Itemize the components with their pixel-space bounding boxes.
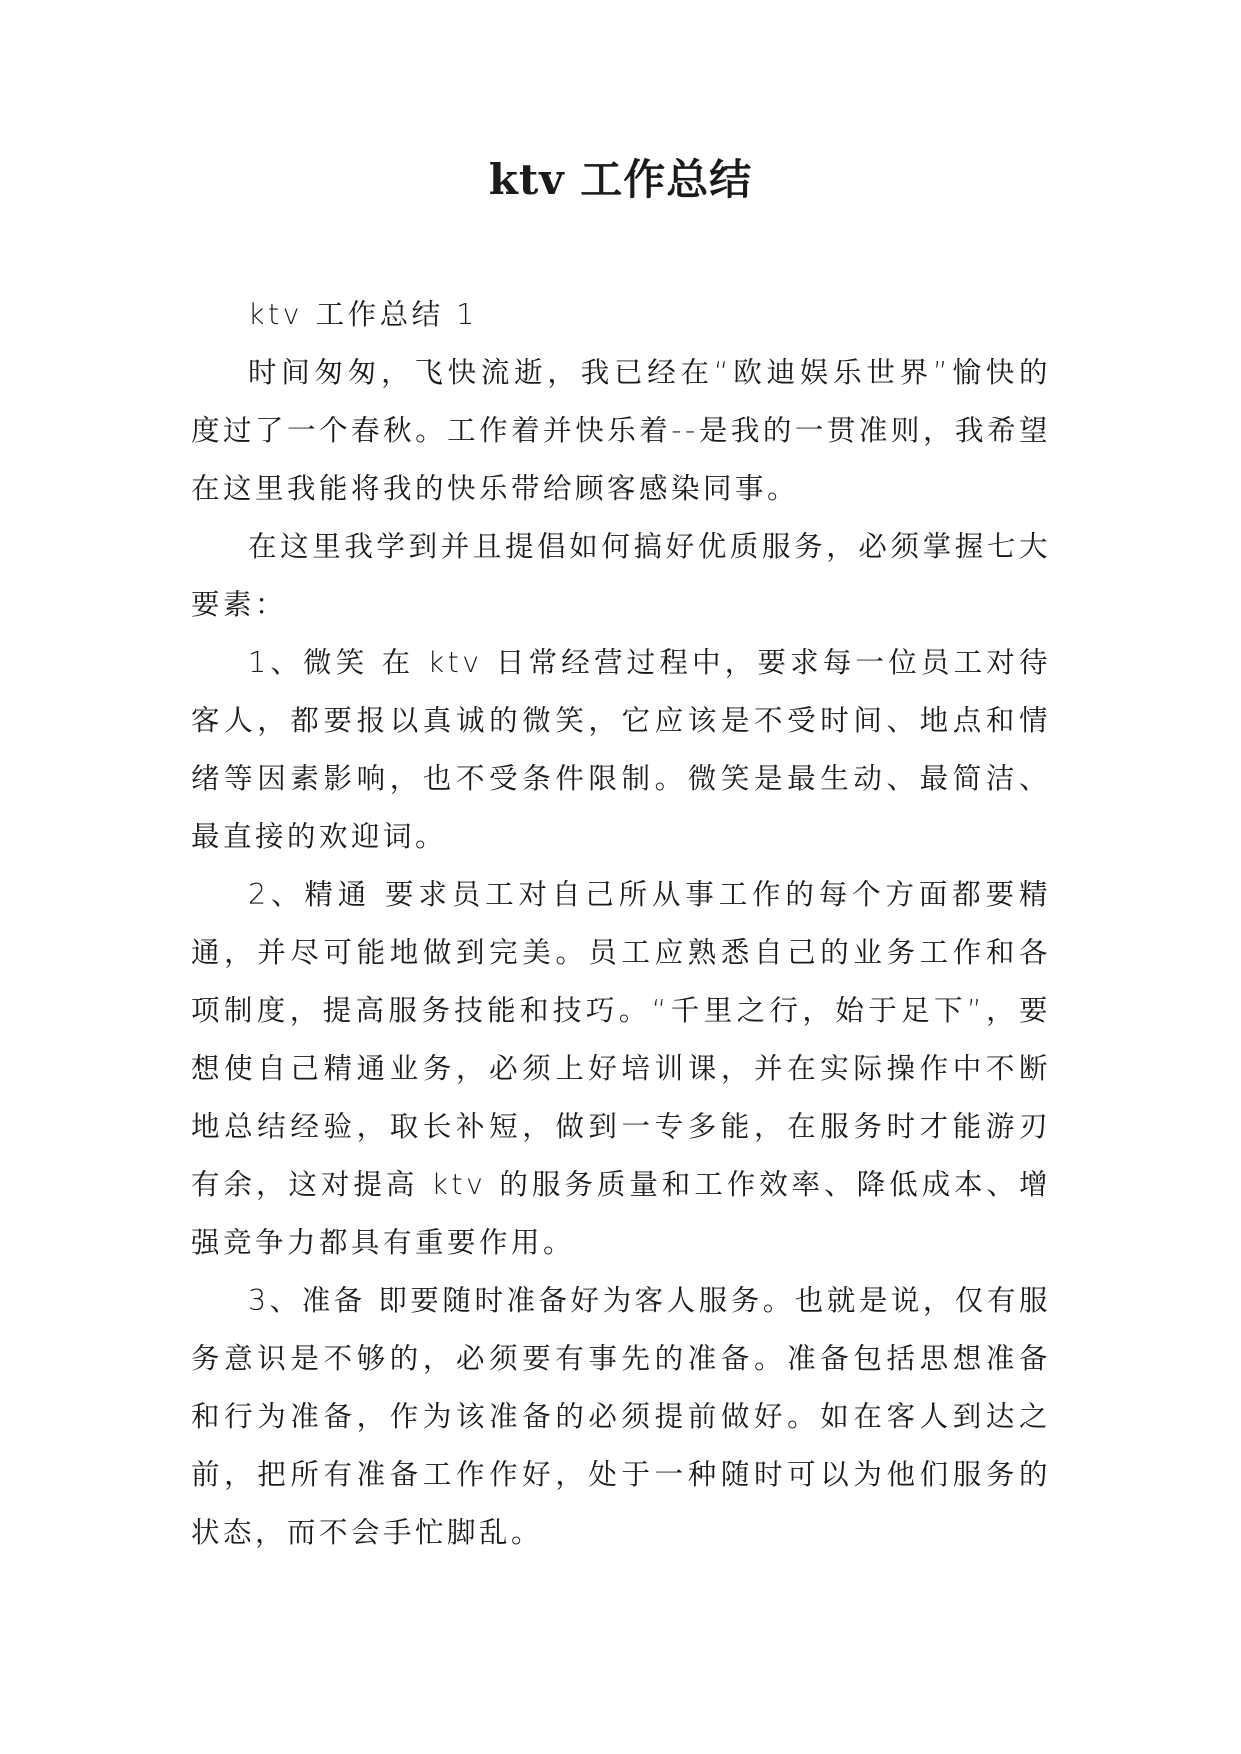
paragraph-proficiency: 2、精通 要求员工对自己所从事工作的每个方面都要精通，并尽可能地做到完美。员工应熟悉自己的业务工作和各项制度，提高服务技能和技巧。“千里之行，始于足下”，要想使自己精通业务，必须上好培训课，并在实际操作中不断地总结经验，取长补短，做到一专多能，在服务时才能游刃有余，这对提高 ktv 的服务质量和工作效率、降低成本、增强竞争力都具有重要作用。 xyxy=(191,878,1051,1259)
document-title: ktv 工作总结 xyxy=(488,155,753,204)
paragraph-seven-elements: 在这里我学到并且提倡如何搞好优质服务，必须掌握七大要素： xyxy=(191,530,1051,621)
paragraph-preparation: 3、准备 即要随时准备好为客人服务。也就是说，仅有服务意识是不够的，必须要有事先的准备。准备包括思想准备和行为准备，作为该准备的必须提前做好。如在客人到达之前，把所有准备工作作好，处于一种随时可以为他们服务的状态，而不会手忙脚乱。 xyxy=(191,1284,1051,1549)
section-heading: ktv 工作总结 1 xyxy=(248,298,478,331)
document-body xyxy=(191,286,1051,1562)
paragraph-smile: 1、微笑 在 ktv 日常经营过程中，要求每一位员工对待客人，都要报以真诚的微笑，它应该是不受时间、地点和情绪等因素影响，也不受条件限制。微笑是最生动、最简洁、最直接的欢迎词。 xyxy=(191,646,1051,853)
paragraph-intro: 时间匆匆，飞快流逝，我已经在“欧迪娱乐世界”愉快的度过了一个春秋。工作着并快乐着--是我的一贯准则，我希望在这里我能将我的快乐带给顾客感染同事。 xyxy=(191,356,1051,505)
